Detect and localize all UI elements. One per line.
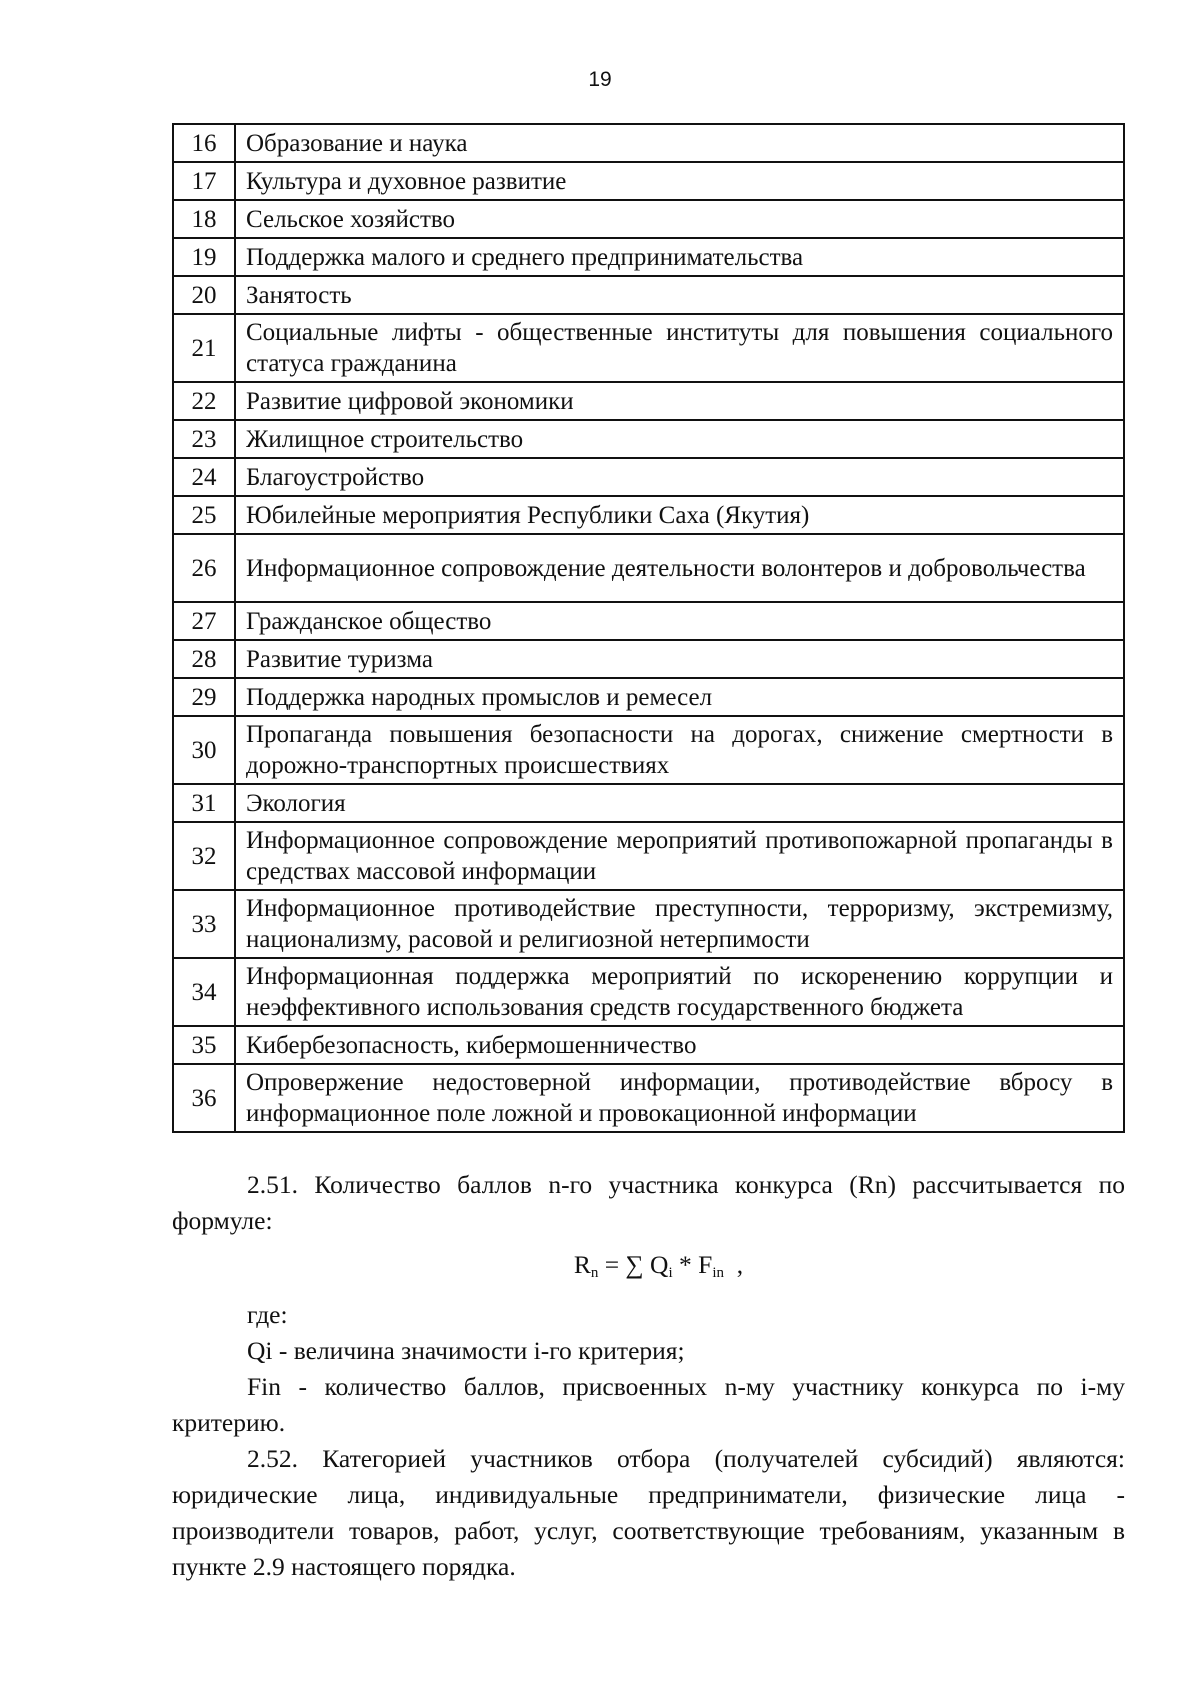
- row-topic: Информационное противодействие преступности, терроризму, экстремизму, национализму, расовой и религиозной нетерпимости: [235, 890, 1124, 958]
- table-row: [173, 534, 1124, 602]
- row-number: 31: [173, 784, 235, 822]
- table-row: [173, 496, 1124, 534]
- row-topic: Информационное сопровождение мероприятий противопожарной пропаганды в средствах массовой информации: [235, 822, 1124, 890]
- row-topic: Информационное сопровождение деятельности волонтеров и добровольчества: [235, 534, 1124, 602]
- row-number: 23: [173, 420, 235, 458]
- row-topic: Пропаганда повышения безопасности на дорогах, снижение смертности в дорожно-транспортных происшествиях: [235, 716, 1124, 784]
- row-number: 26: [173, 534, 235, 602]
- row-topic: Юбилейные мероприятия Республики Саха (Якутия): [235, 496, 1124, 534]
- formula-q-sub: i: [668, 1265, 673, 1281]
- formula-f-sub: in: [712, 1265, 725, 1281]
- score-formula: [172, 1247, 1125, 1291]
- row-number: 20: [173, 276, 235, 314]
- formula-tail: ,: [724, 1250, 744, 1279]
- row-number: 34: [173, 958, 235, 1026]
- definition-fin: Fin - количество баллов, присвоенных n-му участнику конкурса по i-му критерию.: [172, 1372, 1125, 1437]
- row-number: 32: [173, 822, 235, 890]
- row-number: 29: [173, 678, 235, 716]
- row-number: 16: [173, 124, 235, 162]
- definition-qi: Qi - величина значимости i-го критерия;: [247, 1336, 685, 1365]
- row-topic: Поддержка малого и среднего предпринимательства: [235, 238, 1124, 276]
- table-row: [173, 420, 1124, 458]
- row-topic: Гражданское общество: [235, 602, 1124, 640]
- table-row: [173, 716, 1124, 784]
- row-topic: Социальные лифты - общественные институты для повышения социального статуса гражданина: [235, 314, 1124, 382]
- table-row: [173, 382, 1124, 420]
- table-row: [173, 822, 1124, 890]
- row-topic: Сельское хозяйство: [235, 200, 1124, 238]
- row-topic: Опровержение недостоверной информации, противодействие вбросу в информационное поле ложной и провокационной информации: [235, 1064, 1124, 1132]
- table-row: [173, 640, 1124, 678]
- row-topic: Занятость: [235, 276, 1124, 314]
- formula-r-sub: n: [590, 1265, 599, 1281]
- row-topic: Развитие цифровой экономики: [235, 382, 1124, 420]
- row-number: 21: [173, 314, 235, 382]
- page-number: 19: [588, 68, 612, 91]
- row-topic: Поддержка народных промыслов и ремесел: [235, 678, 1124, 716]
- table-row: [173, 458, 1124, 496]
- paragraph-2-52: 2.52. Категорией участников отбора (получателей субсидий) являются: юридические лица, индивидуальные предприниматели, физические лица - производители товаров, работ, услуг, соответствующие требованиям, указанным в пункте 2.9 настоящего порядка.: [172, 1444, 1125, 1581]
- row-number: 35: [173, 1026, 235, 1064]
- table-row: [173, 162, 1124, 200]
- row-number: 33: [173, 890, 235, 958]
- row-number: 22: [173, 382, 235, 420]
- formula-sum-q: = ∑ Q: [598, 1250, 669, 1279]
- row-topic: Кибербезопасность, кибермошенничество: [235, 1026, 1124, 1064]
- topics-table: [172, 123, 1125, 1133]
- row-number: 18: [173, 200, 235, 238]
- table-row: [173, 1026, 1124, 1064]
- where-label: где:: [247, 1300, 288, 1329]
- row-number: 24: [173, 458, 235, 496]
- row-number: 30: [173, 716, 235, 784]
- row-number: 27: [173, 602, 235, 640]
- table-row: [173, 200, 1124, 238]
- table-row: [173, 784, 1124, 822]
- row-number: 19: [173, 238, 235, 276]
- formula-r: R: [573, 1250, 591, 1279]
- row-number: 28: [173, 640, 235, 678]
- formula-times-f: * F: [672, 1250, 713, 1279]
- table-row: [173, 958, 1124, 1026]
- table-row: [173, 602, 1124, 640]
- row-topic: Жилищное строительство: [235, 420, 1124, 458]
- table-row: [173, 276, 1124, 314]
- table-row: [173, 678, 1124, 716]
- row-number: 17: [173, 162, 235, 200]
- topics-table-body: [173, 124, 1124, 1132]
- table-row: [173, 890, 1124, 958]
- row-topic: Благоустройство: [235, 458, 1124, 496]
- body-text: [172, 1167, 1125, 1585]
- row-number: 36: [173, 1064, 235, 1132]
- table-row: [173, 314, 1124, 382]
- paragraph-2-51: 2.51. Количество баллов n-го участника конкурса (Rn) рассчитывается по формуле:: [172, 1170, 1125, 1235]
- row-number: 25: [173, 496, 235, 534]
- table-row: [173, 1064, 1124, 1132]
- row-topic: Образование и наука: [235, 124, 1124, 162]
- table-row: [173, 124, 1124, 162]
- row-topic: Экология: [235, 784, 1124, 822]
- row-topic: Культура и духовное развитие: [235, 162, 1124, 200]
- table-row: [173, 238, 1124, 276]
- row-topic: Информационная поддержка мероприятий по искоренению коррупции и неэффективного использования средств государственного бюджета: [235, 958, 1124, 1026]
- row-topic: Развитие туризма: [235, 640, 1124, 678]
